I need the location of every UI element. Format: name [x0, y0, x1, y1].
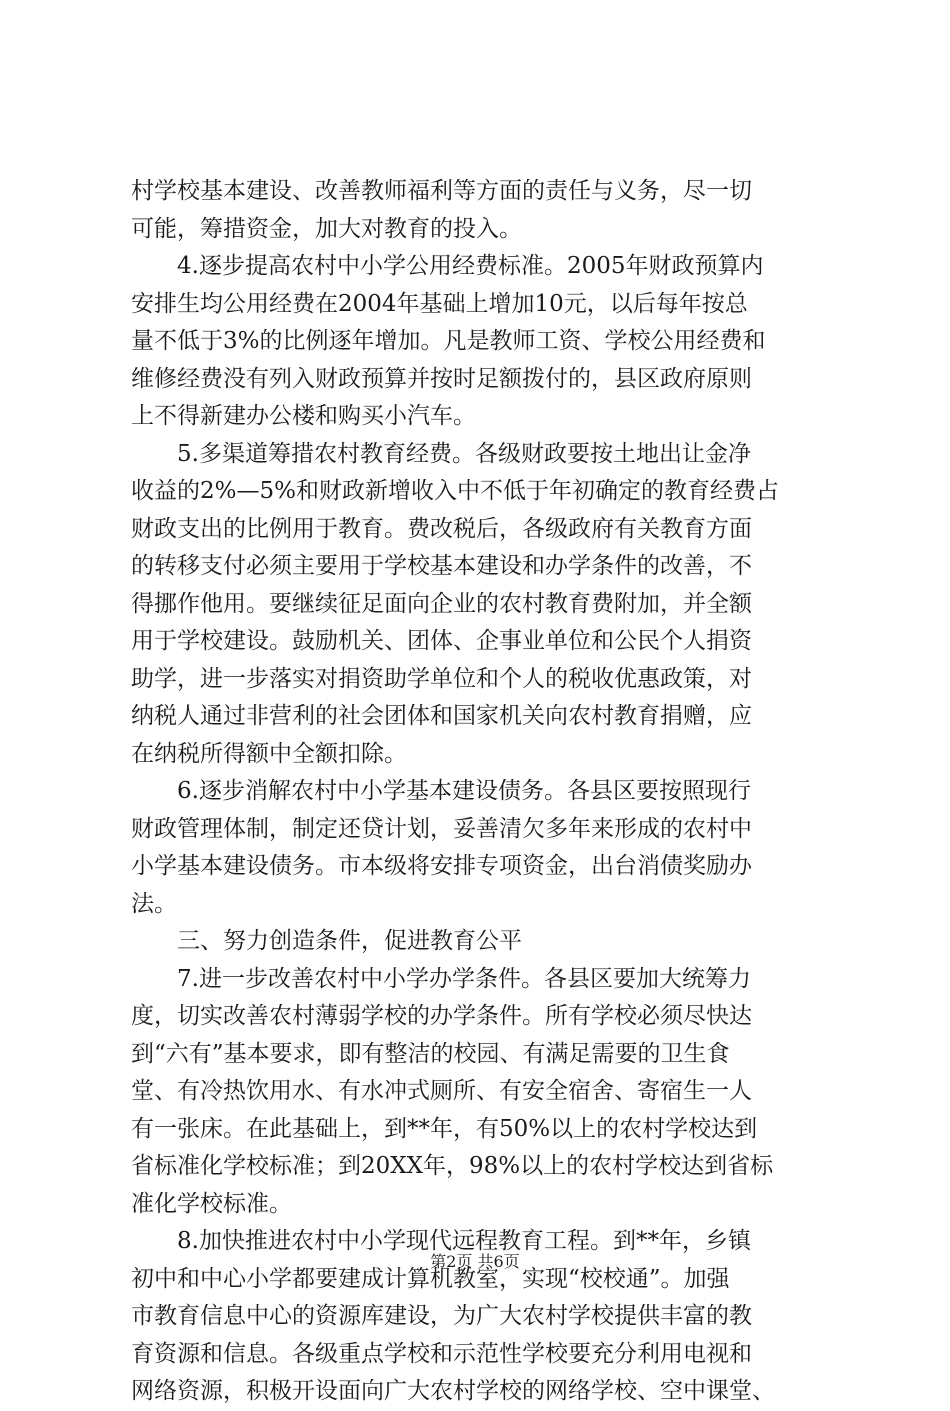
- page-footer: 第2页 共6页: [430, 1252, 520, 1271]
- text-line: 村学校基本建设、改善教师福利等方面的责任与义务，尽一切: [131, 178, 752, 204]
- text-line: 小学基本建设债务。市本级将安排专项资金，出台消债奖励办: [131, 853, 752, 879]
- text-line: 6.逐步消解农村中小学基本建设债务。各县区要按照现行: [177, 778, 751, 804]
- text-line: 得挪作他用。要继续征足面向企业的农村教育费附加，并全额: [131, 590, 752, 617]
- text-line: 8.加快推进农村中小学现代远程教育工程。到**年，乡镇: [177, 1228, 751, 1254]
- text-line: 安排生均公用经费在2004年基础上增加10元，以后每年按总: [131, 290, 748, 317]
- text-line: 初中和中心小学都要建成计算机教室，实现“校校通”。加强: [131, 1265, 730, 1292]
- text-line: 度，切实改善农村薄弱学校的办学条件。所有学校必须尽快达: [131, 1003, 752, 1029]
- text-line: 上不得新建办公楼和购买小汽车。: [131, 403, 476, 429]
- text-line: 堂、有冷热饮用水、有水冲式厕所、有安全宿舍、寄宿生一人: [131, 1078, 752, 1104]
- text-line: 网络资源，积极开设面向广大农村学校的网络学校、空中课堂、: [131, 1378, 775, 1404]
- text-line: 财政支出的比例用于教育。费改税后，各级政府有关教育方面: [131, 515, 752, 542]
- text-line: 的转移支付必须主要用于学校基本建设和办学条件的改善，不: [131, 553, 752, 579]
- text-line: 到“六有”基本要求，即有整洁的校园、有满足需要的卫生食: [131, 1040, 730, 1067]
- document-body: [131, 173, 831, 1411]
- text-line: 助学，进一步落实对捐资助学单位和个人的税收优惠政策，对: [131, 665, 752, 692]
- text-line: 财政管理体制，制定还贷计划，妥善清欠多年来形成的农村中: [131, 815, 752, 842]
- text-line: 法。: [131, 890, 177, 917]
- text-line: 育资源和信息。各级重点学校和示范性学校要充分利用电视和: [131, 1340, 752, 1367]
- text-line: 5.多渠道筹措农村教育经费。各级财政要按土地出让金净: [177, 440, 751, 467]
- text-line: 量不低于3%的比例逐年增加。凡是教师工资、学校公用经费和: [131, 328, 766, 354]
- text-line: 市教育信息中心的资源库建设，为广大农村学校提供丰富的教: [131, 1303, 752, 1329]
- text-line: 用于学校建设。鼓励机关、团体、企事业单位和公民个人捐资: [131, 628, 752, 654]
- text-line: 省标准化学校标准；到20XX年，98%以上的农村学校达到省标: [131, 1153, 774, 1179]
- text-line: 维修经费没有列入财政预算并按时足额拨付的，县区政府原则: [131, 365, 752, 392]
- text-line: 可能，筹措资金，加大对教育的投入。: [131, 215, 522, 242]
- text-line: 准化学校标准。: [131, 1190, 292, 1217]
- text-line: 有一张床。在此基础上，到**年，有50%以上的农村学校达到: [131, 1115, 758, 1142]
- text-line: 4.逐步提高农村中小学公用经费标准。2005年财政预算内: [177, 253, 764, 279]
- text-line: 纳税人通过非营利的社会团体和国家机关向农村教育捐赠，应: [131, 703, 752, 729]
- text-line: 三、努力创造条件，促进教育公平: [177, 928, 522, 954]
- text-line: 7.进一步改善农村中小学办学条件。各县区要加大统筹力: [177, 965, 751, 992]
- text-line: 收益的2%—5%和财政新增收入中不低于年初确定的教育经费占: [131, 478, 779, 504]
- text-line: 在纳税所得额中全额扣除。: [131, 740, 407, 767]
